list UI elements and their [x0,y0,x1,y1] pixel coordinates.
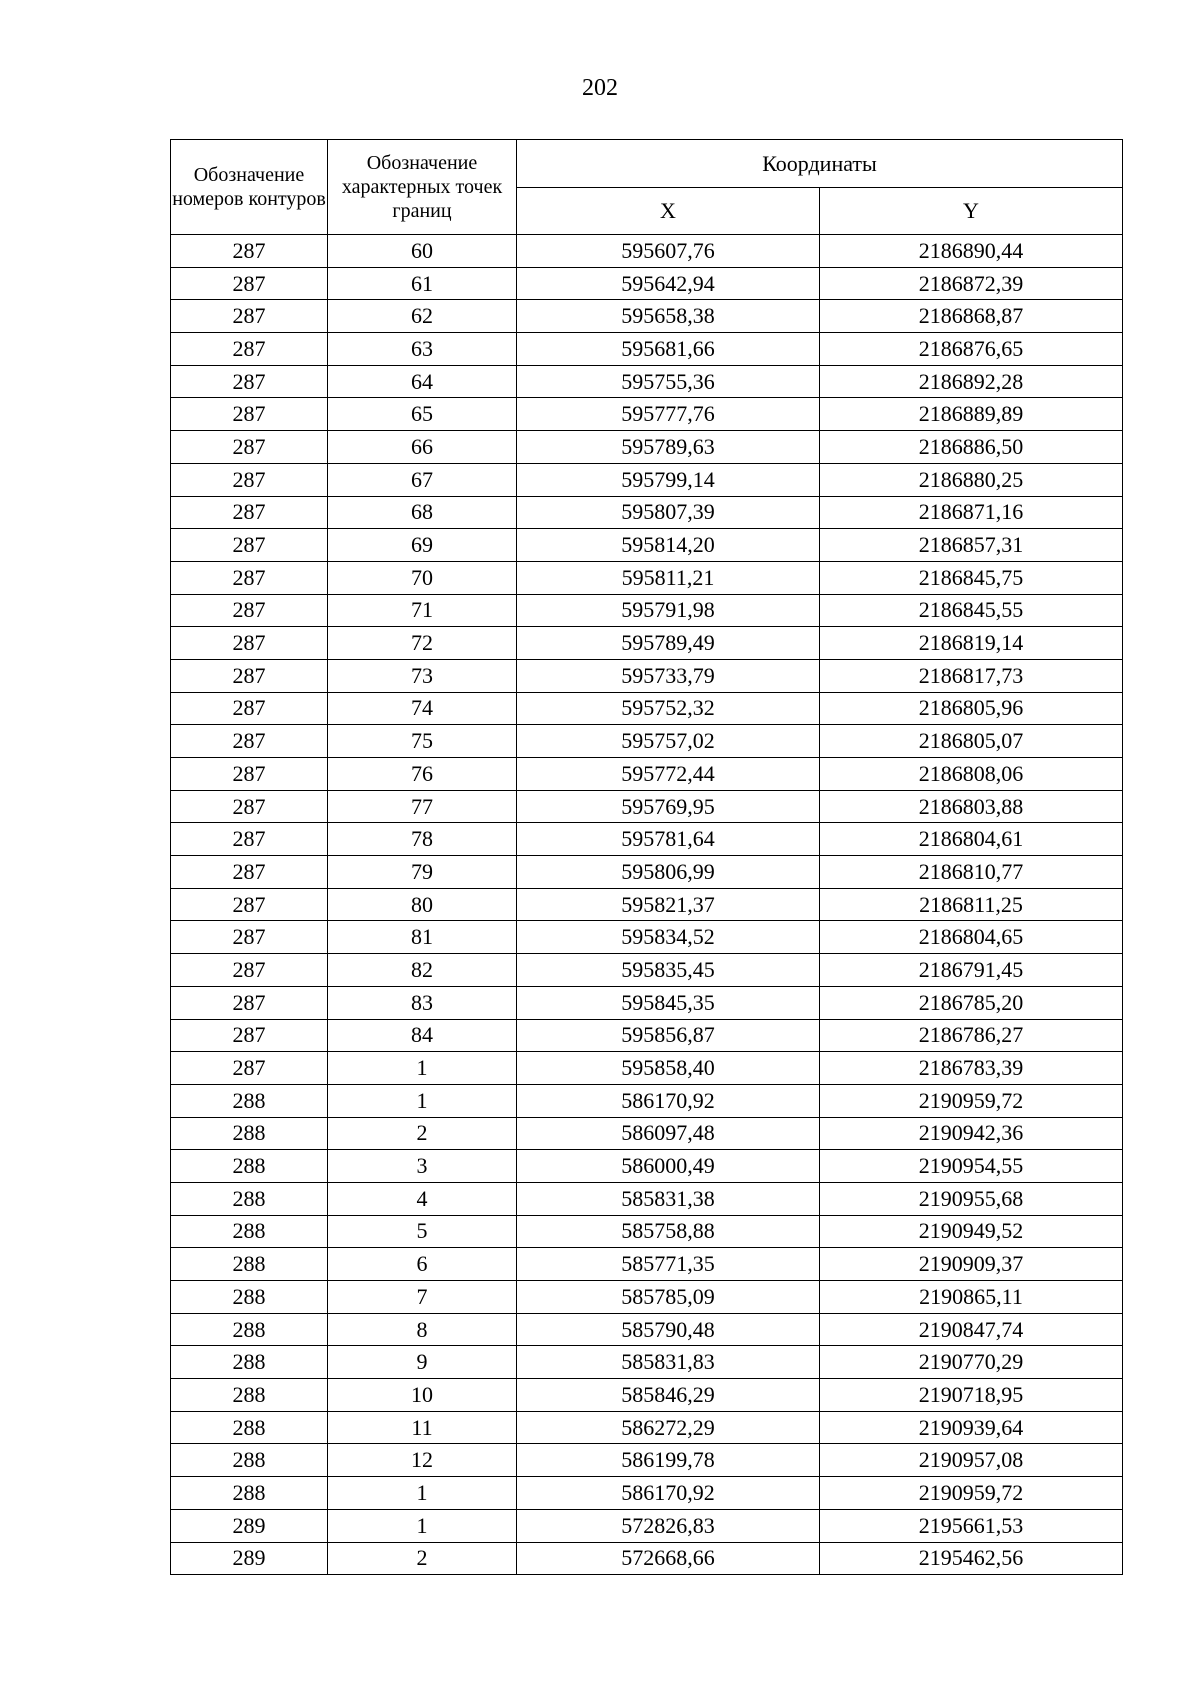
header-boundary-point: Обозначение характерных точек границ [328,140,517,235]
cell-contour-number: 287 [171,823,328,856]
cell-point-number: 69 [328,529,517,562]
table-row [171,1182,1123,1215]
cell-x-coordinate: 595814,20 [517,529,820,562]
cell-x-coordinate: 595806,99 [517,856,820,889]
cell-x-coordinate: 595845,35 [517,986,820,1019]
cell-point-number: 10 [328,1379,517,1412]
cell-contour-number: 287 [171,888,328,921]
cell-point-number: 77 [328,790,517,823]
cell-y-coordinate: 2186889,89 [820,398,1123,431]
cell-y-coordinate: 2186845,75 [820,561,1123,594]
cell-point-number: 62 [328,300,517,333]
cell-y-coordinate: 2186880,25 [820,463,1123,496]
cell-point-number: 60 [328,235,517,268]
table-row [171,1117,1123,1150]
table-row [171,398,1123,431]
cell-y-coordinate: 2186819,14 [820,627,1123,660]
table-row [171,1084,1123,1117]
cell-contour-number: 288 [171,1281,328,1314]
cell-y-coordinate: 2190942,36 [820,1117,1123,1150]
cell-x-coordinate: 585831,38 [517,1182,820,1215]
cell-x-coordinate: 572826,83 [517,1509,820,1542]
cell-contour-number: 289 [171,1509,328,1542]
cell-y-coordinate: 2190959,72 [820,1084,1123,1117]
cell-point-number: 6 [328,1248,517,1281]
cell-y-coordinate: 2190770,29 [820,1346,1123,1379]
cell-contour-number: 287 [171,365,328,398]
cell-x-coordinate: 586000,49 [517,1150,820,1183]
table-row [171,659,1123,692]
table-row [171,725,1123,758]
cell-y-coordinate: 2186808,06 [820,758,1123,791]
cell-point-number: 61 [328,267,517,300]
cell-contour-number: 287 [171,594,328,627]
cell-contour-number: 287 [171,856,328,889]
cell-y-coordinate: 2186804,65 [820,921,1123,954]
cell-contour-number: 287 [171,235,328,268]
cell-point-number: 64 [328,365,517,398]
cell-point-number: 67 [328,463,517,496]
cell-y-coordinate: 2186845,55 [820,594,1123,627]
cell-point-number: 1 [328,1477,517,1510]
cell-x-coordinate: 595642,94 [517,267,820,300]
header-coordinates: Координаты [517,140,1123,188]
table-body [171,235,1123,1575]
cell-y-coordinate: 2186857,31 [820,529,1123,562]
table-row [171,790,1123,823]
table-row [171,986,1123,1019]
cell-contour-number: 287 [171,659,328,692]
cell-x-coordinate: 572668,66 [517,1542,820,1575]
cell-contour-number: 287 [171,398,328,431]
cell-contour-number: 288 [171,1411,328,1444]
cell-y-coordinate: 2186876,65 [820,333,1123,366]
cell-contour-number: 287 [171,692,328,725]
cell-point-number: 1 [328,1509,517,1542]
cell-point-number: 8 [328,1313,517,1346]
cell-contour-number: 288 [171,1313,328,1346]
cell-x-coordinate: 595781,64 [517,823,820,856]
table-row [171,463,1123,496]
cell-point-number: 70 [328,561,517,594]
table-row [171,1215,1123,1248]
table-row [171,888,1123,921]
cell-y-coordinate: 2186890,44 [820,235,1123,268]
cell-x-coordinate: 595789,63 [517,431,820,464]
table-row [171,1477,1123,1510]
cell-x-coordinate: 585790,48 [517,1313,820,1346]
table-row [171,692,1123,725]
cell-y-coordinate: 2195661,53 [820,1509,1123,1542]
cell-y-coordinate: 2186783,39 [820,1052,1123,1085]
cell-x-coordinate: 595807,39 [517,496,820,529]
cell-y-coordinate: 2186785,20 [820,986,1123,1019]
cell-point-number: 2 [328,1117,517,1150]
header-x: X [517,188,820,235]
table-row [171,1411,1123,1444]
cell-x-coordinate: 595681,66 [517,333,820,366]
table-row [171,1150,1123,1183]
cell-contour-number: 288 [171,1117,328,1150]
table-row [171,627,1123,660]
table-row [171,1248,1123,1281]
table-row [171,300,1123,333]
cell-x-coordinate: 586170,92 [517,1084,820,1117]
cell-y-coordinate: 2186811,25 [820,888,1123,921]
table-row [171,1509,1123,1542]
table-row [171,1346,1123,1379]
cell-x-coordinate: 595733,79 [517,659,820,692]
cell-y-coordinate: 2195462,56 [820,1542,1123,1575]
cell-contour-number: 287 [171,431,328,464]
cell-y-coordinate: 2186810,77 [820,856,1123,889]
cell-point-number: 65 [328,398,517,431]
coordinates-table [170,139,1123,1575]
table-row [171,267,1123,300]
cell-point-number: 1 [328,1084,517,1117]
cell-point-number: 63 [328,333,517,366]
cell-contour-number: 287 [171,725,328,758]
cell-y-coordinate: 2186791,45 [820,954,1123,987]
table-row [171,1313,1123,1346]
cell-y-coordinate: 2190949,52 [820,1215,1123,1248]
cell-y-coordinate: 2186803,88 [820,790,1123,823]
cell-x-coordinate: 585785,09 [517,1281,820,1314]
cell-y-coordinate: 2186871,16 [820,496,1123,529]
table-row [171,235,1123,268]
cell-y-coordinate: 2186804,61 [820,823,1123,856]
table-row [171,1379,1123,1412]
cell-point-number: 72 [328,627,517,660]
cell-x-coordinate: 586170,92 [517,1477,820,1510]
table-row [171,1542,1123,1575]
cell-contour-number: 289 [171,1542,328,1575]
table-row [171,758,1123,791]
cell-x-coordinate: 595835,45 [517,954,820,987]
cell-point-number: 79 [328,856,517,889]
cell-y-coordinate: 2186805,07 [820,725,1123,758]
cell-contour-number: 287 [171,986,328,1019]
cell-contour-number: 287 [171,463,328,496]
table-row [171,921,1123,954]
cell-contour-number: 287 [171,954,328,987]
cell-point-number: 74 [328,692,517,725]
cell-x-coordinate: 585758,88 [517,1215,820,1248]
table-row [171,1019,1123,1052]
cell-contour-number: 288 [171,1346,328,1379]
cell-contour-number: 287 [171,921,328,954]
cell-y-coordinate: 2190954,55 [820,1150,1123,1183]
cell-y-coordinate: 2186886,50 [820,431,1123,464]
cell-x-coordinate: 595811,21 [517,561,820,594]
cell-x-coordinate: 585771,35 [517,1248,820,1281]
cell-y-coordinate: 2186817,73 [820,659,1123,692]
cell-point-number: 83 [328,986,517,1019]
cell-contour-number: 287 [171,496,328,529]
cell-contour-number: 288 [171,1444,328,1477]
cell-point-number: 66 [328,431,517,464]
cell-x-coordinate: 585831,83 [517,1346,820,1379]
cell-x-coordinate: 595757,02 [517,725,820,758]
cell-y-coordinate: 2186805,96 [820,692,1123,725]
table-row [171,1281,1123,1314]
cell-contour-number: 287 [171,333,328,366]
cell-point-number: 2 [328,1542,517,1575]
cell-y-coordinate: 2186892,28 [820,365,1123,398]
cell-x-coordinate: 595791,98 [517,594,820,627]
cell-contour-number: 287 [171,300,328,333]
cell-contour-number: 288 [171,1182,328,1215]
cell-contour-number: 288 [171,1248,328,1281]
cell-point-number: 4 [328,1182,517,1215]
cell-x-coordinate: 595769,95 [517,790,820,823]
cell-x-coordinate: 595777,76 [517,398,820,431]
table-row [171,333,1123,366]
cell-x-coordinate: 595834,52 [517,921,820,954]
cell-point-number: 9 [328,1346,517,1379]
cell-contour-number: 287 [171,1019,328,1052]
cell-x-coordinate: 595755,36 [517,365,820,398]
cell-y-coordinate: 2190718,95 [820,1379,1123,1412]
cell-contour-number: 287 [171,529,328,562]
cell-contour-number: 287 [171,267,328,300]
table-row [171,496,1123,529]
cell-contour-number: 288 [171,1477,328,1510]
cell-contour-number: 288 [171,1215,328,1248]
cell-point-number: 81 [328,921,517,954]
cell-point-number: 82 [328,954,517,987]
cell-x-coordinate: 595858,40 [517,1052,820,1085]
cell-y-coordinate: 2190909,37 [820,1248,1123,1281]
cell-contour-number: 287 [171,1052,328,1085]
cell-point-number: 7 [328,1281,517,1314]
table-row [171,954,1123,987]
cell-y-coordinate: 2186786,27 [820,1019,1123,1052]
table-row [171,365,1123,398]
cell-x-coordinate: 595752,32 [517,692,820,725]
cell-point-number: 75 [328,725,517,758]
cell-contour-number: 287 [171,627,328,660]
cell-x-coordinate: 595856,87 [517,1019,820,1052]
cell-y-coordinate: 2190865,11 [820,1281,1123,1314]
table-row [171,561,1123,594]
cell-y-coordinate: 2190939,64 [820,1411,1123,1444]
cell-point-number: 84 [328,1019,517,1052]
cell-contour-number: 287 [171,758,328,791]
cell-contour-number: 288 [171,1084,328,1117]
cell-x-coordinate: 595799,14 [517,463,820,496]
cell-x-coordinate: 595772,44 [517,758,820,791]
table-row [171,856,1123,889]
cell-x-coordinate: 595789,49 [517,627,820,660]
table-row [171,594,1123,627]
cell-y-coordinate: 2186872,39 [820,267,1123,300]
table-row [171,1444,1123,1477]
cell-y-coordinate: 2190955,68 [820,1182,1123,1215]
cell-y-coordinate: 2190959,72 [820,1477,1123,1510]
cell-y-coordinate: 2186868,87 [820,300,1123,333]
table-row [171,1052,1123,1085]
table-row [171,529,1123,562]
cell-y-coordinate: 2190957,08 [820,1444,1123,1477]
cell-point-number: 76 [328,758,517,791]
table-row [171,823,1123,856]
cell-point-number: 73 [328,659,517,692]
cell-point-number: 12 [328,1444,517,1477]
cell-contour-number: 287 [171,561,328,594]
cell-point-number: 3 [328,1150,517,1183]
cell-x-coordinate: 595821,37 [517,888,820,921]
cell-point-number: 68 [328,496,517,529]
table-header [171,140,1123,235]
cell-y-coordinate: 2190847,74 [820,1313,1123,1346]
cell-x-coordinate: 586199,78 [517,1444,820,1477]
cell-point-number: 78 [328,823,517,856]
cell-point-number: 71 [328,594,517,627]
page-number: 202 [582,75,618,101]
cell-contour-number: 288 [171,1379,328,1412]
cell-point-number: 1 [328,1052,517,1085]
cell-x-coordinate: 585846,29 [517,1379,820,1412]
cell-x-coordinate: 595607,76 [517,235,820,268]
cell-point-number: 5 [328,1215,517,1248]
cell-x-coordinate: 595658,38 [517,300,820,333]
cell-contour-number: 287 [171,790,328,823]
table-row [171,431,1123,464]
cell-x-coordinate: 586097,48 [517,1117,820,1150]
cell-point-number: 11 [328,1411,517,1444]
cell-x-coordinate: 586272,29 [517,1411,820,1444]
cell-contour-number: 288 [171,1150,328,1183]
cell-point-number: 80 [328,888,517,921]
header-y: Y [820,188,1123,235]
header-contour-number: Обозначение номеров контуров [171,140,328,235]
